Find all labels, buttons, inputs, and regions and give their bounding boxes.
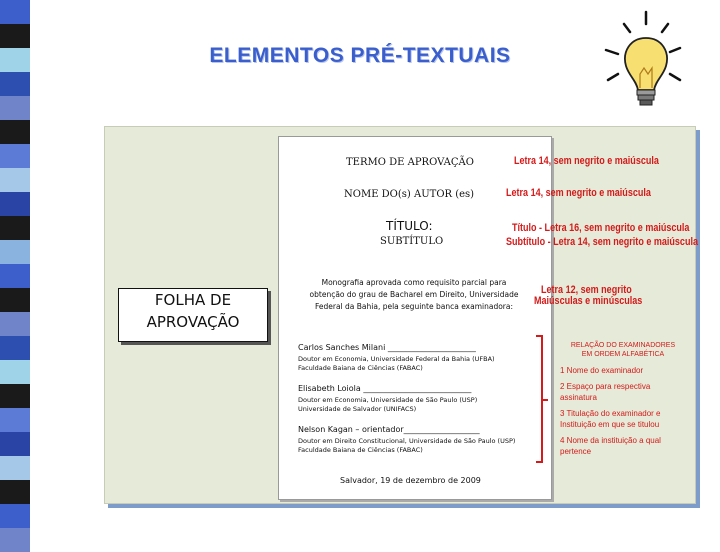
annotation-nota-1: Letra 12, sem negrito — [541, 284, 632, 296]
place-and-date: Salvador, 19 de dezembro de 2009 — [340, 476, 481, 485]
section-label-box — [118, 288, 268, 342]
approval-note-line1: Monografia aprovada como requisito parcial para — [321, 278, 507, 287]
examiner-1-info1: Doutor em Economia, Universidade Federal da Bahia (UFBA) — [298, 355, 495, 363]
annotation-titulo: Título - Letra 16, sem negrito e maiúscula — [512, 222, 690, 234]
annotation-nota-2: Maiúsculas e minúsculas — [534, 295, 643, 307]
termo-heading: TERMO DE APROVAÇÃO — [346, 157, 474, 168]
approval-note-line2: obtenção do grau de Bacharel em Direito, Universidade — [309, 290, 519, 299]
annotation-item-3-line2: Instituição em que se titulou — [560, 420, 660, 429]
annotation-subtitulo: Subtítulo - Letra 14, sem negrito e maiúscula — [506, 236, 698, 248]
annotation-relacao-line1: RELAÇÃO DO EXAMINADORES — [570, 342, 676, 349]
annotation-item-2-line2: assinatura — [560, 393, 597, 402]
examiner-1-name: Carlos Sanches Milani ______________________ — [298, 343, 476, 352]
examiner-2-info2: Universidade de Salvador (UNIFACS) — [298, 405, 417, 413]
author-name: NOME DO(s) AUTOR (es) — [344, 189, 475, 200]
annotation-item-4-line2: pertence — [560, 447, 592, 456]
annotation-item-2 — [560, 381, 650, 403]
section-label-line1: FOLHA DE — [154, 291, 232, 309]
annotation-item-3 — [560, 408, 661, 430]
annotation-item-4 — [560, 435, 661, 457]
examiner-3-name: Nelson Kagan – orientador___________________ — [298, 425, 480, 434]
annotation-item-2-line1: 2 Espaço para respectiva — [560, 382, 651, 391]
examiner-3-info2: Faculdade Baiana de Ciências (FABAC) — [298, 446, 423, 454]
examiner-3-info1: Doutor em Direito Constitucional, Universidade de São Paulo (USP) — [298, 437, 516, 445]
annotation-termo: Letra 14, sem negrito e maiúscula — [514, 155, 659, 167]
approval-note — [284, 277, 544, 313]
approval-note-line3: Federal da Bahia, pela seguinte banca examinadora: — [315, 302, 513, 311]
annotation-item-3-line1: 3 Titulação do examinador e — [560, 409, 661, 418]
annotation-relacao-line2: EM ORDEM ALFABÉTICA — [581, 351, 665, 358]
annotation-item-1-text: 1 Nome do examinador — [560, 366, 644, 375]
annotation-relacao — [562, 341, 684, 359]
examiners-bracket — [532, 334, 554, 466]
examiner-2-name: Elisabeth Loiola ___________________________ — [298, 384, 472, 393]
decorative-stripe — [0, 0, 30, 540]
light-bulb-icon — [600, 10, 686, 110]
annotation-autor: Letra 14, sem negrito e maiúscula — [506, 187, 651, 199]
annotation-item-4-line1: 4 Nome da instituição a qual — [560, 436, 661, 445]
examiner-1-info2: Faculdade Baiana de Ciências (FABAC) — [298, 364, 423, 372]
slide-title: ELEMENTOS PRÉ-TEXTUAIS — [209, 44, 511, 67]
document-title: TÍTULO: — [386, 219, 433, 233]
section-label-line2: APROVAÇÃO — [146, 313, 240, 331]
examiner-2-info1: Doutor em Economia, Universidade de São Paulo (USP) — [298, 396, 478, 404]
document-subtitle: SUBTÍTULO — [380, 236, 444, 247]
annotation-item-1 — [560, 365, 643, 376]
